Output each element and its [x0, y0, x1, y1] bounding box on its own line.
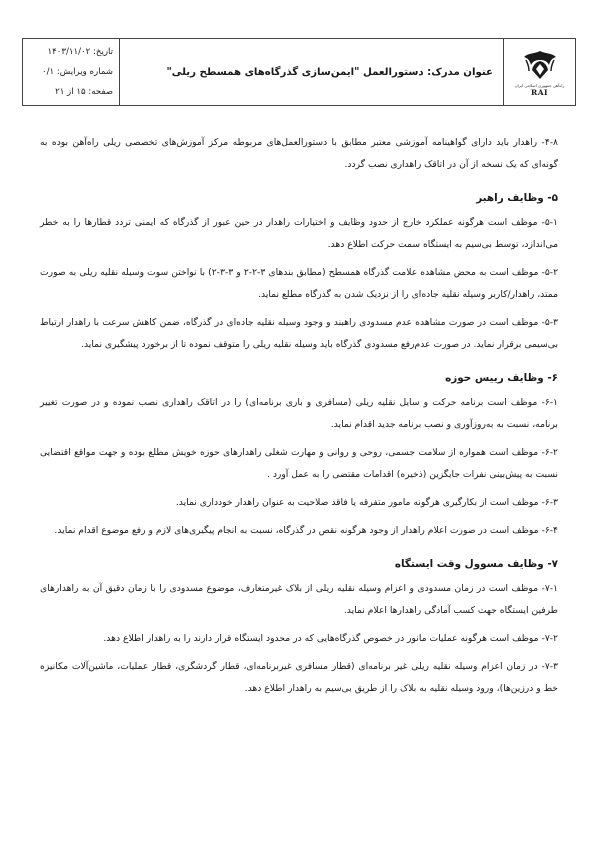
section-6-title: ۶- وظایف رییس حوزه [445, 372, 558, 384]
paragraph-5-2: ۵-۲- موظف است به محض مشاهده علامت گذرگاه همسطح (مطابق بندهای ۳-۲-۲ و ۳-۳-۲) با نواختن سوت وسیله نقلیه ریلی به صورت ممتد، راهدار/کاربر وسیله نقلیه جاده‌ای را از نزدیک شدن به گذرگاه مطلع نماید. [40, 267, 559, 300]
paragraph-4-8: ۴-۸- راهدار باید دارای گواهینامه آموزشی معتبر مطابق با دستورالعمل‌های مربوطه مرکز آموزش‌های تخصصی ریلی راه‌آهن بوده به گونه‌ای که یک نسخه از آن در اتاقک راهداری نصب گردد. [40, 137, 558, 170]
rai-logo-icon [520, 48, 560, 82]
paragraph-7-2: ۷-۲- موظف است هرگونه عملیات مانور در خصوص گذرگاه‌هایی که در محدود ایستگاه قرار دارند را به راهدار اطلاع دهد. [103, 633, 558, 644]
logo-subtitle: راه‌آهن جمهوری اسلامی ایران [514, 82, 565, 88]
paragraph-6-1: ۶-۱- موظف است برنامه حرکت و سایل نقلیه ریلی (مسافری و باری برنامه‌ای) را در اتاقک راهداری نصب نموده و در صورت تغییر برنامه، نسبت به به‌روزآوری و نصب برنامه جدید اقدام نماید. [40, 397, 558, 430]
document-title: عنوان مدرک: دستورالعمل "ایمن‌سازی گذرگاه‌های همسطح ریلی" [166, 66, 493, 78]
paragraph-7-1: ۷-۱- موظف است در زمان مسدودی و اعزام وسیله نقلیه ریلی از بلاک غیرمتعارف، موضوع مسدودی را با زمان دقیق آن به راهدارهای طرفین ایستگاه جهت کسب آمادگی راهدارها اعلام نماید. [40, 583, 558, 616]
document-meta-cell [23, 39, 119, 105]
logo-abbreviation: RAI [530, 87, 549, 97]
document-body [40, 132, 558, 706]
logo-cell [503, 39, 575, 105]
document-page-number: صفحه: ۱۵ از ۲۱ [55, 87, 113, 97]
paragraph-6-3: ۶-۳- موظف است از بکارگیری هرگونه مامور متفرقه یا فاقد صلاحیت به عنوان راهدار خودداری نماید. [175, 497, 558, 508]
paragraph-5-1: ۵-۱- موظف است هرگونه عملکرد خارج از حدود وظایف و اختیارات راهدار در حین عبور از گذرگاه که ایمنی تردد قطارها را به خطر می‌اندازد، توسط بی‌سیم به ایستگاه سمت حرکت اطلاع دهد. [40, 217, 558, 250]
section-7-title: ۷- وظایف مسوول وقت ایستگاه [394, 558, 558, 570]
paragraph-6-2: ۶-۲- موظف است همواره از سلامت جسمی، روحی و روانی و مهارت شغلی راهدارهای حوزه خویش مطلع بوده و جهت مواقع اقتضایی نسبت به پیش‌بینی نفرات جایگزین (ذخیره) اقدامات مقتضی را به عمل آورد . [40, 447, 558, 480]
document-header [22, 38, 576, 106]
paragraph-6-4: ۶-۴- موظف است در صورت اعلام راهدار از وجود هرگونه نقص در گذرگاه، نسبت به انجام پیگیری‌های لازم و رفع موضوع اقدام نماید. [54, 525, 558, 536]
document-date: تاریخ: ۱۴۰۳/۱۱/۰۲ [47, 47, 113, 57]
paragraph-5-3: ۵-۳- موظف است در صورت مشاهده عدم مسدودی راهبند و وجود وسیله نقلیه جاده‌ای در گذرگاه، ضمن کاهش سرعت با راهدار ارتباط بی‌سیمی برقرار نماید. در صورت عدم‌رفع مسدودی گذرگاه باید وسیله نقلیه ریلی را متوقف نموده تا از برخورد پیشگیری نماید. [40, 317, 558, 350]
paragraph-7-3: ۷-۳- در زمان اعزام وسیله نقلیه ریلی غیر برنامه‌ای (قطار مسافری غیربرنامه‌ای، قطار گردشگری، قطار عملیات، ماشین‌آلات مکانیزه خط و درزین‌ها)، ورود وسیله نقلیه به بلاک را از طریق بی‌سیم به راهدار اطلاع دهد. [40, 661, 558, 694]
section-5-title: ۵- وظایف راهبر [476, 192, 558, 204]
document-title-cell [119, 39, 503, 105]
document-revision: شماره ویرایش: ۰/۱ [42, 67, 113, 77]
